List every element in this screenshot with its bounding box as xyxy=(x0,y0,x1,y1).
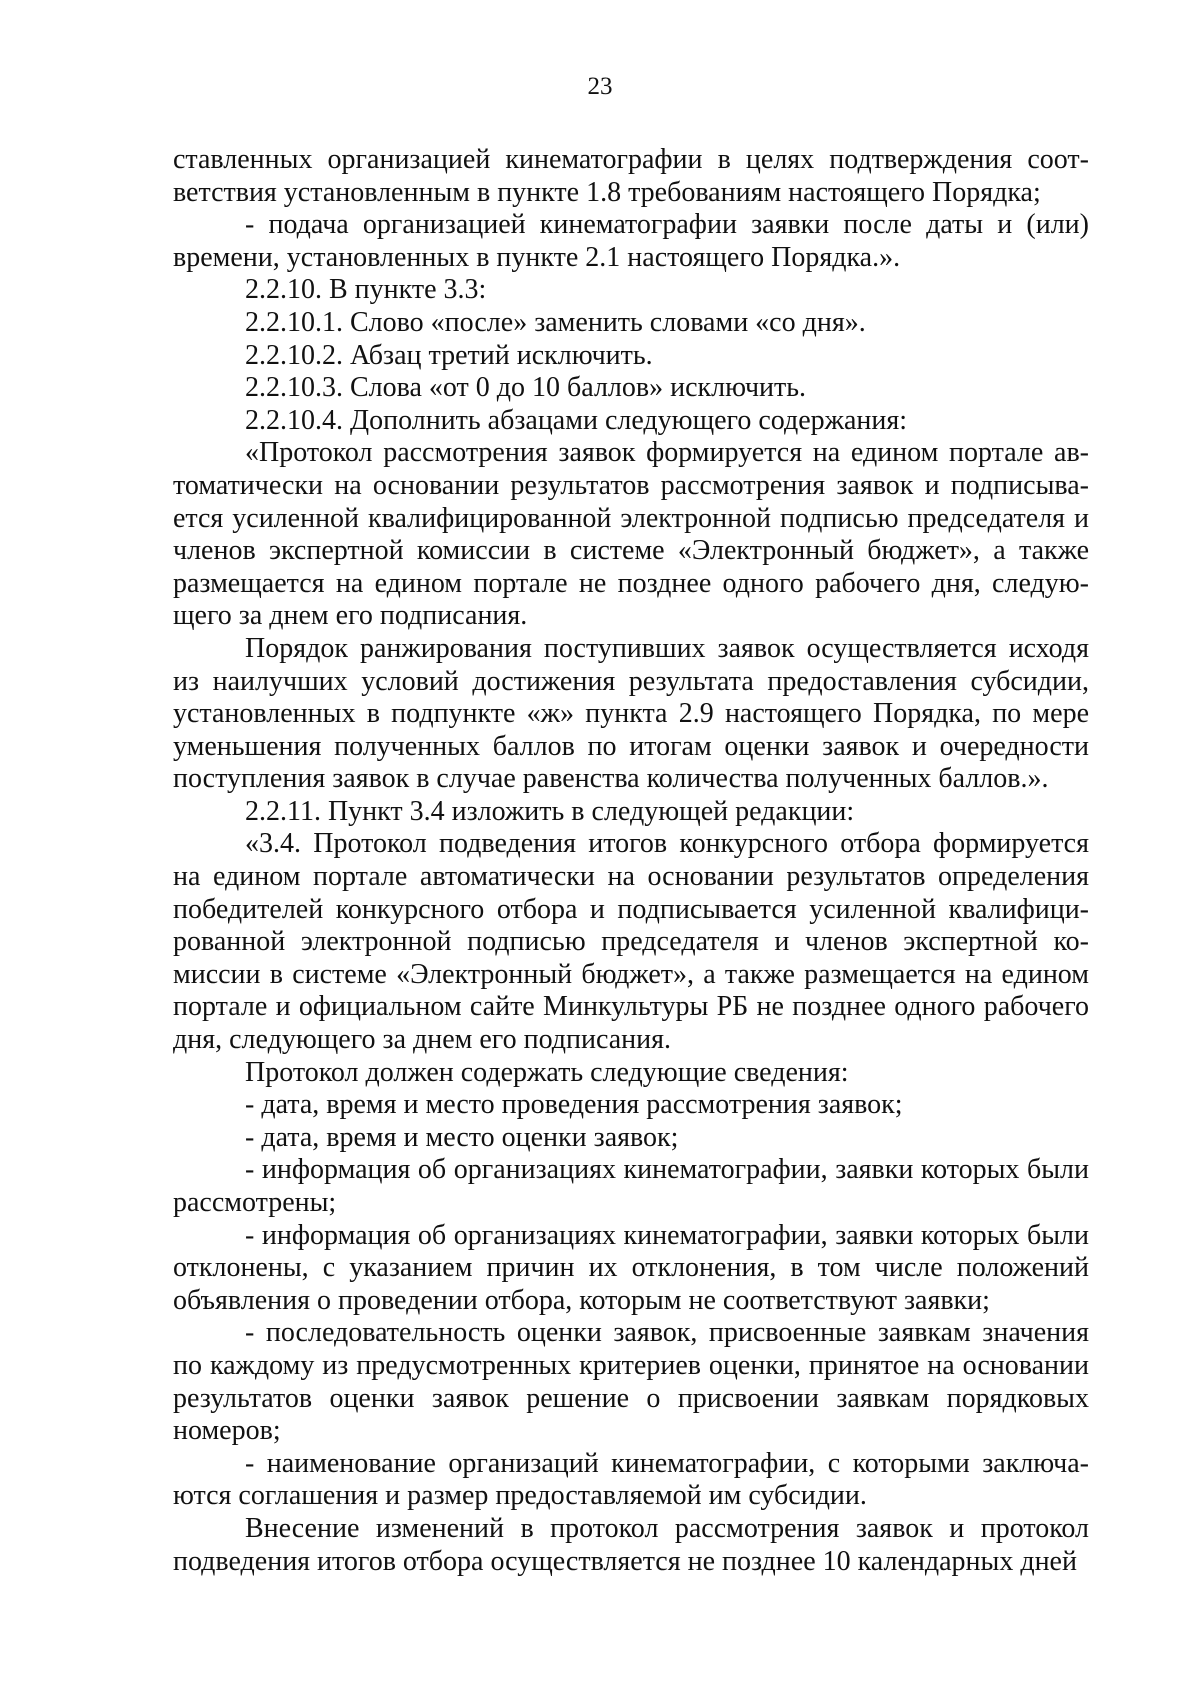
paragraph: 2.2.11. Пункт 3.4 изложить в следующей редакции: xyxy=(245,795,855,827)
paragraph: Внесение изменений в протокол рассмотрения заявок и протокол подведения итогов отбора осуществляется не позднее 10 календарных дней xyxy=(173,1512,1089,1577)
paragraph: Протокол должен содержать следующие сведения: xyxy=(245,1056,849,1088)
paragraph: 2.2.10.4. Дополнить абзацами следующего содержания: xyxy=(245,404,908,436)
paragraph: - последовательность оценки заявок, присвоенные заявкам значения по каждому из предусмотренных критериев оценки, принятое на основании результатов оценки заявок решение о присвоении заявкам порядковых номеров; xyxy=(173,1317,1089,1447)
paragraph: 2.2.10.1. Слово «после» заменить словами «со дня». xyxy=(245,306,866,338)
page-number: 23 xyxy=(587,73,613,100)
paragraph: 2.2.10.3. Слова «от 0 до 10 баллов» исключить. xyxy=(245,372,807,404)
paragraph: - наименование организаций кинематографии, с которыми заключаются соглашения и размер предоставляемой им субсидии. xyxy=(173,1447,1089,1512)
paragraph: ставленных организацией кинематографии в целях подтверждения соответствия установленным в пункте 1.8 требованиям настоящего Порядка; xyxy=(173,144,1089,208)
paragraph: - дата, время и место проведения рассмотрения заявок; xyxy=(245,1089,903,1121)
paragraph: - информация об организациях кинематографии, заявки которых были отклонены, с указанием причин их отклонения, в том числе положений объявления о проведении отбора, которым не соответствуют заявки; xyxy=(173,1219,1089,1316)
paragraph: «Протокол рассмотрения заявок формируется на едином портале автоматически на основании результатов рассмотрения заявок и подписывается усиленной квалифицированной электронной подписью председателя и членов экспертной комиссии в системе «Электронный бюджет», а также размещается на едином портале не позднее одного рабочего дня, следующего за днем его подписания. xyxy=(173,437,1089,632)
paragraph: Порядок ранжирования поступивших заявок осуществляется исходя из наилучших условий достижения результата предоставления субсидии, установленных в подпункте «ж» пункта 2.9 настоящего Порядка, по мере уменьшения полученных баллов по итогам оценки заявок и очередности поступления заявок в случае равенства количества полученных баллов.». xyxy=(173,632,1089,795)
paragraph: 2.2.10. В пункте 3.3: xyxy=(245,274,487,306)
paragraph: 2.2.10.2. Абзац третий исключить. xyxy=(245,339,653,371)
paragraph: - дата, время и место оценки заявок; xyxy=(245,1121,679,1153)
paragraph: - информация об организациях кинематографии, заявки которых были рассмотрены; xyxy=(173,1154,1089,1218)
document-body xyxy=(173,144,1089,1578)
paragraph: - подача организацией кинематографии заявки после даты и (или) времени, установленных в пункте 2.1 настоящего Порядка.». xyxy=(173,209,1089,273)
paragraph: «3.4. Протокол подведения итогов конкурсного отбора формируется на едином портале автоматически на основании результатов определения победителей конкурсного отбора и подписывается усиленной квалифицированной электронной подписью председателя и членов экспертной комиссии в системе «Электронный бюджет», а также размещается на едином портале и официальном сайте Минкультуры РБ не позднее одного рабочего дня, следующего за днем его подписания. xyxy=(173,828,1089,1056)
